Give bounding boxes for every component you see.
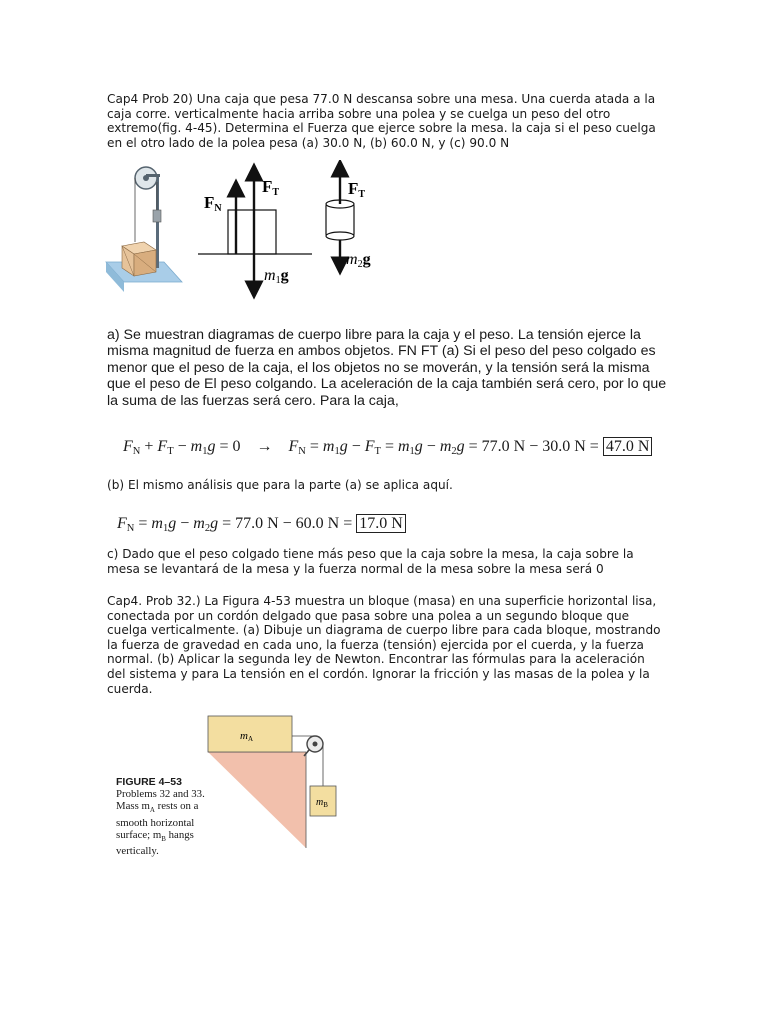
svg-text:mB: $m_B$ [316,797,328,809]
m2g-label: m2g [346,251,371,270]
result-b: 17.0 N [356,514,406,533]
svg-text:mA: mA [240,730,254,743]
caption-title: FIGURE 4–53 [116,776,182,788]
problem-20-statement: Cap4 Prob 20) Una caja que pesa 77.0 N descansa sobre una mesa. Una cuerda atada a la caja corre. verticalmente hacia arriba sobre una polea y se cuelga un peso del otro extremo(fig. 4-45). Determina el Fuerza que ejerce sobre la mesa. la caja si el peso cuelga en el otro lado de la polea pesa (a) 30.0 N, (b) 60.0 N, y (c) 90.0 N [107,92,656,150]
fn-label: FN [204,193,222,214]
m1g-label: m1g [264,267,289,286]
equation-2: $F_N = m_1g - m_2g = 77.0$ N − 60.0 N = 17.0 N [117,515,406,534]
answer-b: (b) El mismo análisis que para la parte (a) se aplica aquí. [107,478,453,492]
answer-a: a) Se muestran diagramas de cuerpo libre para la caja y el peso. La tensión ejerce la misma magnitud de fuerza en ambos objetos. FN FT (a) Si el peso del peso colgado es menor que el peso de la caja, el los objetos no se moverán, y la tensión será la misma que el peso de El peso colgando. La aceleración de la caja también será cero, por lo que la suma de las fuerzas será cero. Para la caja, [107,327,667,409]
ft-label-2: FT [348,179,366,200]
problem-32-statement: Cap4. Prob 32.) La Figura 4-53 muestra un bloque (masa) en una superficie horizontal lisa, conectada por un cordón delgado que pasa sobre una polea a un segundo bloque que cuelga verticalmente. (a) Dibuje un diagrama de cuerpo libre para cada bloque, mostrando la fuerza de gravedad en cada uno, la fuerza (tensión) ejercida por el cuerda, y la fuerza normal. (b) Aplicar la segunda ley de Newton. Encontrar las fórmulas para la aceleración del sistema y para La tensión en el cordón. Ignorar la fricción y las masas de la polea y la cuerda. [107,594,661,696]
pulley-box-figure [104,164,184,294]
ft-label: FT [262,177,280,198]
equation-1: $F_N + F_T - m_1g = 0$ → $F_N = m_1g - F_T = m_1g - m_2g = 77.0$ N − 30.0 N = 47.0 N [123,438,652,457]
figure-caption: FIGURE 4–53 Problems 32 and 33. Mass $m_A$ rests on a smooth horizontal surface; $m_B$ hangs vertically. [116,776,226,858]
block-a [208,716,292,752]
hanging-weight [153,210,161,222]
weight-fbd [326,204,354,236]
free-body-diagrams [196,160,396,300]
answer-c: c) Dado que el peso colgado tiene más peso que la caja sobre la mesa, la caja sobre la mesa se levantará de la mesa y la fuerza normal de la mesa sobre la mesa será 0 [107,547,634,576]
result-a: 47.0 N [603,437,653,456]
